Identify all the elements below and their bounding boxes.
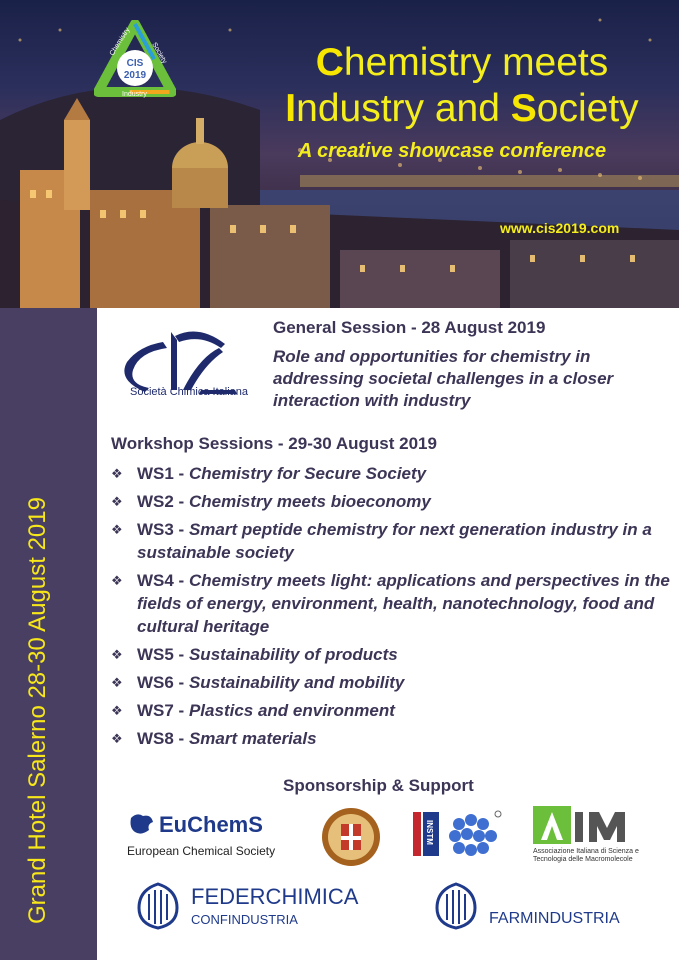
conference-subtitle: A creative showcase conference	[297, 140, 607, 162]
ws-name: Chemistry meets bioeconomy	[188, 492, 431, 511]
title-mid-2: ndustry and	[296, 87, 511, 130]
farmindustria-emblem-icon	[431, 880, 481, 932]
aim-icon	[533, 806, 639, 846]
sci-label: Società Chimica Italiana	[129, 386, 248, 398]
ws-name: Smart materials	[188, 729, 317, 748]
title-line-2	[262, 86, 662, 132]
diamond-bullet-icon: ❖	[111, 494, 123, 509]
sponsorship-title: Sponsorship & Support	[283, 776, 474, 795]
title-rest-1: hemistry meets	[343, 41, 609, 84]
diamond-bullet-icon: ❖	[111, 731, 123, 746]
workshop-item	[111, 727, 671, 750]
aim-logo	[533, 806, 643, 866]
main-content	[97, 308, 679, 960]
confindustria-emblem-icon	[133, 880, 183, 932]
ws-code: WS5 -	[137, 645, 185, 664]
conference-title	[262, 40, 662, 132]
workshop-sessions-title: Workshop Sessions - 29-30 August 2019	[111, 434, 437, 453]
title-cap-c: C	[315, 41, 344, 84]
europe-map-icon	[127, 812, 155, 838]
title-line-1	[262, 40, 662, 86]
ws-name: Smart peptide chemistry for next generation industry in a sustainable society	[137, 520, 652, 562]
logo-society-text: Society	[150, 41, 168, 65]
ws-code: WS7 -	[137, 701, 185, 720]
university-salerno-seal-icon	[319, 806, 383, 868]
federchimica-subtitle: CONFINDUSTRIA	[191, 912, 298, 927]
ws-name: Sustainability and mobility	[188, 673, 405, 692]
workshop-item	[111, 462, 671, 485]
logo-year-text: 2019	[123, 70, 147, 81]
logo-cis-text: CIS	[126, 58, 144, 69]
workshop-item	[111, 643, 671, 666]
farmindustria-name: FARMINDUSTRIA	[489, 910, 620, 927]
workshop-item	[111, 518, 671, 564]
hero-banner	[0, 0, 679, 308]
title-cap-s: S	[510, 87, 537, 130]
diamond-bullet-icon: ❖	[111, 647, 123, 662]
instm-logo	[413, 808, 513, 860]
diamond-bullet-icon: ❖	[111, 522, 123, 537]
ws-name: Sustainability of products	[188, 645, 398, 664]
farmindustria-logo	[431, 878, 651, 938]
logo-chemistry-text: Chemistry	[108, 26, 132, 58]
diamond-bullet-icon: ❖	[111, 573, 123, 588]
euchems-name: EuChemS	[159, 812, 263, 837]
logo-industry-text: Industry	[122, 91, 147, 98]
venue-date-text: Grand Hotel Salerno 28-30 August 2019	[24, 497, 51, 924]
instm-label: INSTM	[425, 820, 434, 845]
workshop-list	[111, 462, 671, 755]
diamond-bullet-icon: ❖	[111, 703, 123, 718]
workshop-item	[111, 490, 671, 513]
workshop-item	[111, 699, 671, 722]
ws-code: WS8 -	[137, 729, 185, 748]
workshop-item	[111, 569, 671, 638]
diamond-bullet-icon: ❖	[111, 675, 123, 690]
cis2019-logo	[94, 20, 176, 108]
ws-name: Chemistry meets light: applications and perspectives in the fields of energy, environment, health, nanotechnology, food and cultural heritage	[137, 571, 670, 636]
ws-code: WS4 -	[137, 571, 185, 590]
ws-code: WS6 -	[137, 673, 185, 692]
workshop-item	[111, 671, 671, 694]
title-cap-i: I	[285, 87, 297, 130]
euchems-subtitle: European Chemical Society	[127, 844, 276, 858]
general-session-title: General Session - 28 August 2019	[273, 318, 546, 337]
ws-code: WS2 -	[137, 492, 185, 511]
federchimica-name: FEDERCHIMICA	[191, 884, 359, 909]
aim-subtitle: Associazione Italiana di Scienza e Tecnologia delle Macromolecole	[533, 848, 639, 863]
ws-code: WS1 -	[137, 464, 185, 483]
title-rest-2: ociety	[536, 87, 639, 130]
diamond-bullet-icon: ❖	[111, 466, 123, 481]
general-session-description: Role and opportunities for chemistry in addressing societal challenges in a closer interaction with industry	[273, 347, 614, 410]
ws-code: WS3 -	[137, 520, 185, 539]
sidebar-panel	[0, 308, 97, 960]
conference-url-link[interactable]: www.cis2019.com	[500, 220, 620, 236]
federchimica-logo	[133, 878, 373, 938]
ws-name: Plastics and environment	[188, 701, 395, 720]
ws-name: Chemistry for Secure Society	[188, 464, 427, 483]
